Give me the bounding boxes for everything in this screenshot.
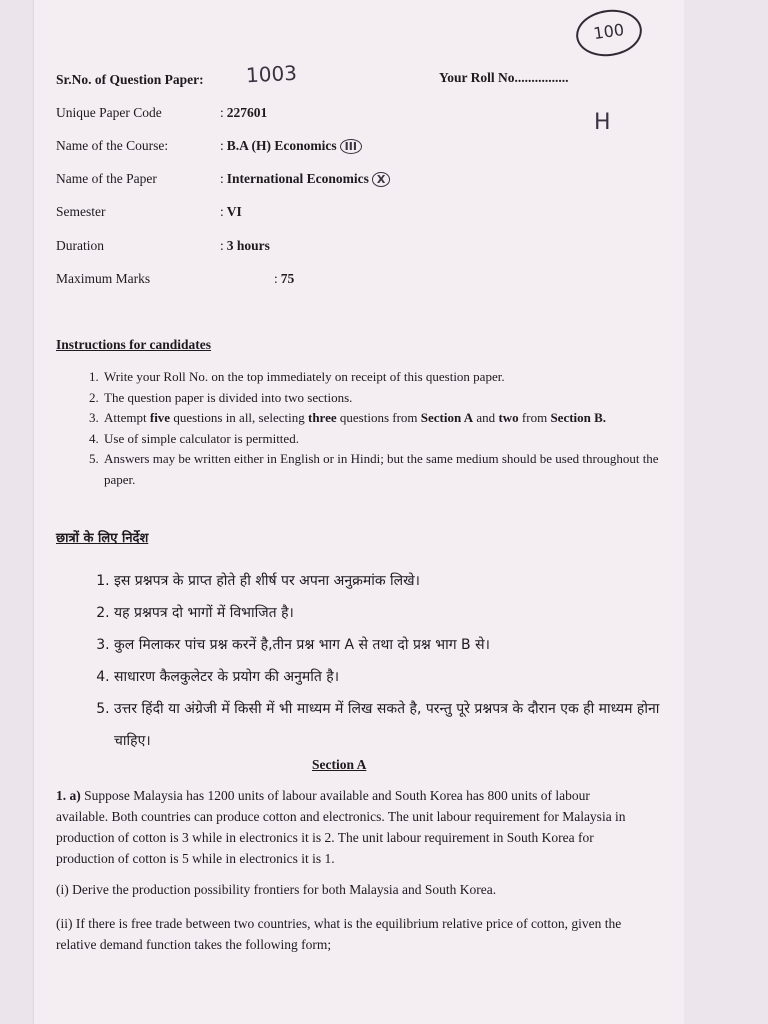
instruction-item: 4. Use of simple calculator is permitted. <box>102 429 662 450</box>
hindi-instruction-item: 4. साधारण कैलकुलेटर के प्रयोग की अनुमति है। <box>114 661 684 693</box>
instructions-heading: Instructions for candidates <box>56 337 212 352</box>
question-1a <box>56 785 641 869</box>
background-strip <box>684 0 768 1024</box>
field-label: Name of the Paper <box>56 171 157 186</box>
field-value: International Economics <box>226 171 369 186</box>
question-text: Suppose Malaysia has 1200 units of labour available and South Korea has 800 units of labour available. Both countries can produce cotton and electronics. The unit labour requirement for Malaysia in production of cotton is 3 while in electronics it is 2. The unit labour requirement in South Korea for production of cotton is 5 while in electronics it is 1. <box>56 788 626 866</box>
hindi-instructions-heading: छात्रों के लिए निर्देश <box>56 531 149 546</box>
field-label: Duration <box>56 238 104 253</box>
instruction-item: 2. The question paper is divided into two sections. <box>102 388 662 409</box>
field-value: 3 hours <box>226 238 270 253</box>
instruction-item: 3. Attempt five questions in all, selecting three questions from Section A and two from Section B. <box>102 408 662 429</box>
hindi-instruction-item: 1. इस प्रश्नपत्र के प्राप्त होते ही शीर्ष पर अपना अनुक्रमांक लिखे। <box>114 565 684 597</box>
field-label: Semester <box>56 204 106 219</box>
sr-no-label: Sr.No. of Question Paper: <box>56 72 204 87</box>
section-a-heading: Section A <box>312 757 367 772</box>
instruction-item: 1. Write your Roll No. on the top immediately on receipt of this question paper. <box>102 367 662 388</box>
field-label: Maximum Marks <box>56 271 151 286</box>
field-value: B.A (H) Economics <box>226 138 337 153</box>
field-value: 75 <box>280 271 295 286</box>
field-label: Name of the Course: <box>56 138 169 153</box>
hindi-instructions-list <box>90 565 684 757</box>
field-label: Unique Paper Code <box>56 105 162 120</box>
field-value: VI <box>226 204 242 219</box>
hindi-instruction-item: 3. कुल मिलाकर पांच प्रश्न करनें है,तीन प्रश्न भाग A से तथा दो प्रश्न भाग B से। <box>114 629 684 661</box>
field-value: 227601 <box>226 105 268 120</box>
question-1a-i: (i) Derive the production possibility frontiers for both Malaysia and South Korea. <box>56 882 497 897</box>
top-marks-annotation: 100 <box>573 6 645 61</box>
course-annotation: III <box>340 139 362 154</box>
hindi-instruction-item: 5. उत्तर हिंदी या अंग्रेजी में किसी में भी माध्यम में लिख सकते है, परन्तु पूरे प्रश्नपत्र के दौरान एक ही माध्यम होना चाहिए। <box>114 693 684 757</box>
question-number: 1. a) <box>56 788 81 803</box>
instructions-list <box>78 367 662 490</box>
paper-annotation: X <box>372 172 390 187</box>
question-1a-ii: (ii) If there is free trade between two countries, what is the equilibrium relative price of cotton, given the relative demand function takes the following form; <box>56 916 622 952</box>
roll-no-label: Your Roll No................ <box>439 70 569 85</box>
sr-no-value: 1003 <box>245 60 298 88</box>
handwritten-h-mark: H <box>594 110 611 135</box>
hindi-instruction-item: 2. यह प्रश्नपत्र दो भागों में विभाजित है। <box>114 597 684 629</box>
instruction-item: 5. Answers may be written either in English or in Hindi; but the same medium should be used throughout the paper. <box>102 449 662 490</box>
